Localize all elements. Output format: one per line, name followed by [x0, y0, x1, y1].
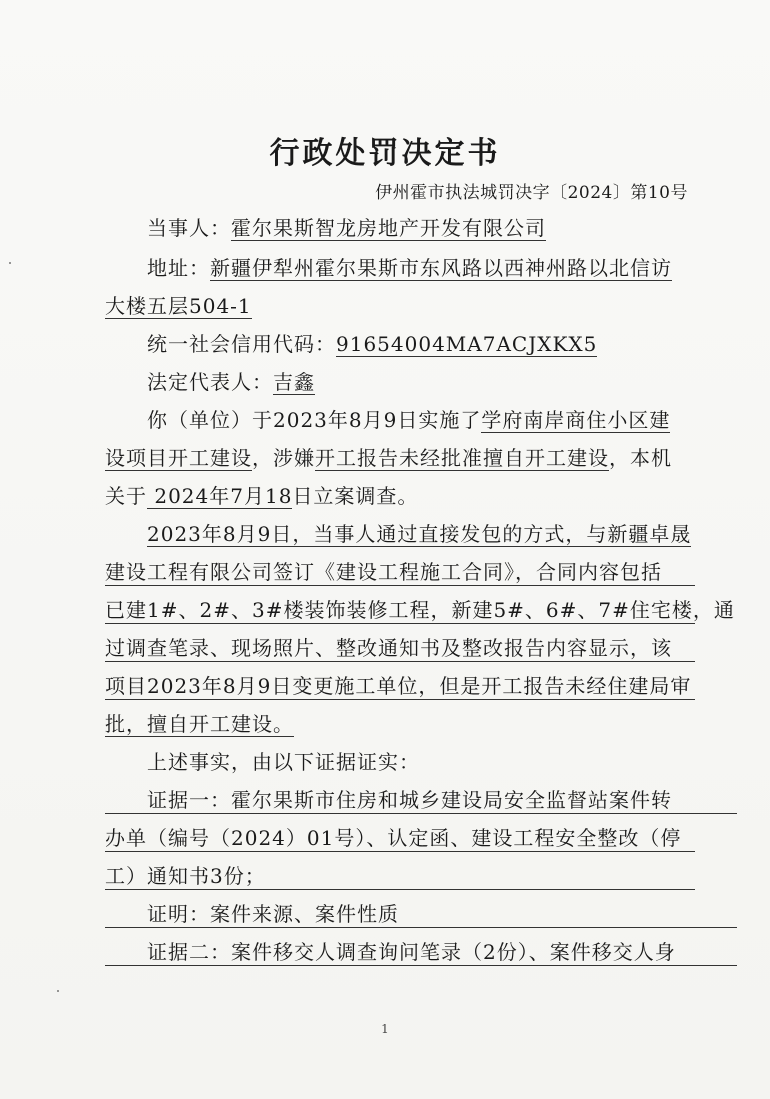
scan-speck — [57, 990, 59, 992]
evidence-1-line-1: 证据一：霍尔果斯市住房和城乡建设局安全监督站案件转 — [105, 784, 737, 814]
p1-violation: 开工报告未经批准擅自开工建设 — [315, 446, 609, 470]
p1-project-name-b: 设项目开工建设 — [105, 446, 252, 470]
p1-text-f: ，本机 — [609, 446, 672, 470]
paragraph-1-line-3 — [105, 480, 695, 509]
p1-text-i: 日立案调查。 — [292, 484, 419, 508]
p1-text-a: 你（单位）于2023年8月9日实施了 — [147, 408, 482, 432]
address-line-1 — [105, 252, 737, 281]
paragraph-2-line-2: 建设工程有限公司签订《建设工程施工合同》，合同内容包括 — [105, 556, 695, 586]
representative-value: 吉鑫 — [273, 370, 315, 394]
paragraph-1-line-2 — [105, 442, 695, 471]
evidence-1-line-3: 工）通知书3份； — [105, 860, 695, 890]
page-number: 1 — [381, 1022, 389, 1036]
credit-label: 统一社会信用代码： — [147, 332, 336, 356]
paragraph-2-line-6 — [105, 708, 695, 737]
paragraph-2-line-3: 已建1#、2#、3#楼装饰装修工程，新建5#、6#、7#住宅楼，通 — [105, 594, 695, 624]
evidence-intro: 上述事实，由以下证据证实： — [147, 750, 420, 774]
address-value-1: 新疆伊犁州霍尔果斯市东风路以西神州路以北信访 — [210, 256, 672, 280]
paragraph-2-line-4: 过调查笔录、现场照片、整改通知书及整改报告内容显示，该 — [105, 632, 695, 662]
evidence-1-line-2: 办单（编号（2024）01号）、认定函、建设工程安全整改（停 — [105, 822, 695, 852]
p1-project-name-a: 学府南岸商住小区建 — [481, 408, 671, 432]
paragraph-2-line-5: 项目2023年8月9日变更施工单位，但是开工报告未经住建局审 — [105, 670, 695, 700]
p2-text-1: 2023年8月9日，当事人通过直接发包的方式，与新疆卓晟 — [147, 522, 692, 546]
address-label: 地址： — [147, 256, 210, 280]
paragraph-2-line-1 — [105, 518, 737, 547]
p1-filing-date: 2024年7月18 — [147, 484, 293, 508]
representative-label: 法定代表人： — [147, 370, 273, 394]
party-line — [105, 212, 737, 241]
p1-text-g: 关于 — [105, 484, 147, 508]
paragraph-1-line-1 — [105, 404, 737, 433]
document-title: 行政处罚决定书 — [269, 136, 501, 171]
address-line-2 — [105, 290, 695, 319]
scan-speck — [9, 262, 11, 264]
proof-1-line: 证明：案件来源、案件性质 — [105, 898, 737, 928]
evidence-2-line-1: 证据二：案件移交人调查询问笔录（2份）、案件移交人身 — [105, 936, 737, 966]
address-value-2: 大楼五层504-1 — [105, 294, 252, 318]
party-value: 霍尔果斯智龙房地产开发有限公司 — [231, 216, 546, 240]
document-number: 伊州霍市执法城罚决字〔2024〕第10号 — [375, 183, 688, 203]
p2-text-6: 批，擅自开工建设。 — [105, 712, 294, 736]
credit-value: 91654004MA7ACJXKX5 — [336, 332, 598, 356]
party-label: 当事人： — [147, 216, 231, 240]
credit-code-line — [105, 328, 737, 357]
representative-line — [105, 366, 737, 395]
p1-text-d: ，涉嫌 — [252, 446, 315, 470]
